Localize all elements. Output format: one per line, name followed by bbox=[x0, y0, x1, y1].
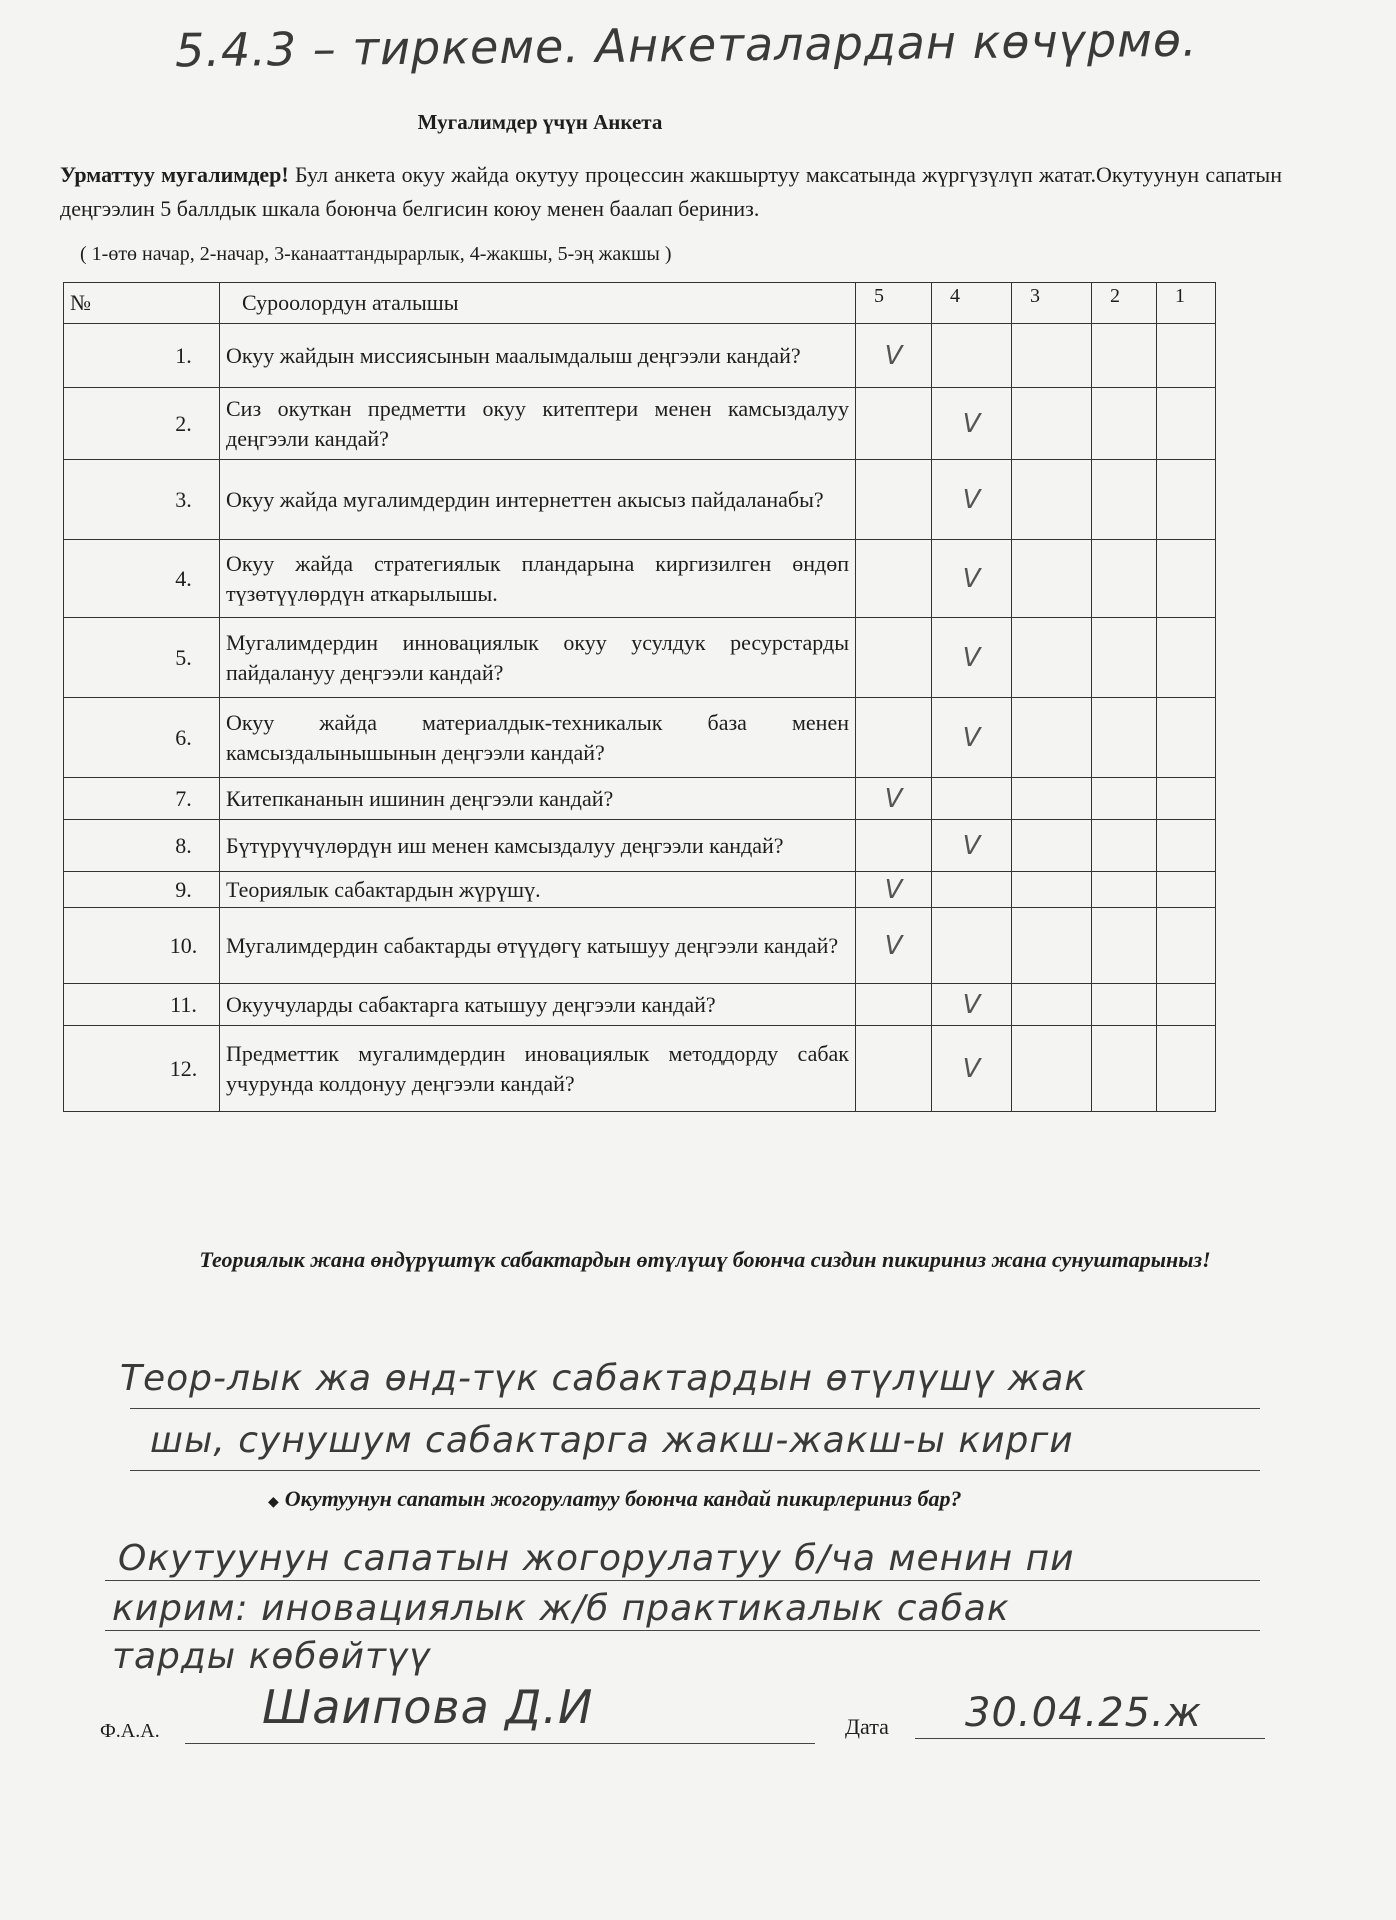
score-cell-5[interactable] bbox=[856, 908, 932, 984]
score-cell-1[interactable] bbox=[1157, 618, 1216, 698]
table-body bbox=[64, 324, 1216, 1112]
score-cell-4[interactable] bbox=[932, 388, 1012, 460]
score-cell-1[interactable] bbox=[1157, 820, 1216, 872]
intro-greeting: Урматтуу мугалимдер! bbox=[60, 162, 289, 187]
question-text: Мугалимдердин инновациялык окуу усулдук ресурстарды пайдалануу деңгээли кандай? bbox=[220, 618, 856, 698]
score-cell-5[interactable] bbox=[856, 388, 932, 460]
row-number: 9. bbox=[64, 872, 220, 908]
score-cell-3[interactable] bbox=[1012, 984, 1092, 1026]
table-row bbox=[64, 460, 1216, 540]
question-text: Мугалимдердин сабактарды өтүүдөгү катышуу деңгээли кандай? bbox=[220, 908, 856, 984]
score-cell-3[interactable] bbox=[1012, 778, 1092, 820]
bullet-icon: ◆ bbox=[268, 1495, 279, 1510]
date-value: 30.04.25.ж bbox=[965, 1690, 1202, 1736]
score-cell-5[interactable] bbox=[856, 984, 932, 1026]
table-row bbox=[64, 1026, 1216, 1112]
check-mark-icon: V bbox=[962, 484, 981, 515]
row-number: 10. bbox=[64, 908, 220, 984]
column-header-score-2: 2 bbox=[1092, 283, 1157, 324]
score-cell-4[interactable] bbox=[932, 908, 1012, 984]
quality-answer-line-1: Окутуунун сапатын жогорулатуу б/ча менин пи bbox=[118, 1538, 1075, 1579]
column-header-score-1: 1 bbox=[1157, 283, 1216, 324]
score-cell-2[interactable] bbox=[1092, 698, 1157, 778]
row-number: 3. bbox=[64, 460, 220, 540]
row-number: 8. bbox=[64, 820, 220, 872]
row-number: 4. bbox=[64, 540, 220, 618]
column-header-question: Суроолордун аталышы bbox=[220, 283, 856, 324]
score-cell-3[interactable] bbox=[1012, 324, 1092, 388]
score-cell-3[interactable] bbox=[1012, 460, 1092, 540]
signature: Шаипова Д.И bbox=[262, 1680, 594, 1734]
score-cell-5[interactable] bbox=[856, 540, 932, 618]
row-number: 2. bbox=[64, 388, 220, 460]
scale-legend: ( 1-өтө начар, 2-начар, 3-канааттандырарлык, 4-жакшы, 5-эң жакшы ) bbox=[80, 243, 672, 265]
comment-answer-line-2: шы, сунушум сабактарга жакш-жакш-ы кирги bbox=[150, 1420, 1074, 1461]
question-text: Окуу жайда мугалимдердин интернеттен акысыз пайдаланабы? bbox=[220, 460, 856, 540]
score-cell-4[interactable] bbox=[932, 872, 1012, 908]
score-cell-3[interactable] bbox=[1012, 540, 1092, 618]
question-text: Сиз окуткан предметти окуу китептери менен камсыздалуу деңгээли кандай? bbox=[220, 388, 856, 460]
table-row bbox=[64, 778, 1216, 820]
check-mark-icon: V bbox=[962, 408, 981, 439]
score-cell-5[interactable] bbox=[856, 324, 932, 388]
question-text: Предметтик мугалимдердин иновациялык методдорду сабак учурунда колдонуу деңгээли кандай? bbox=[220, 1026, 856, 1112]
score-cell-4[interactable] bbox=[932, 820, 1012, 872]
score-cell-1[interactable] bbox=[1157, 778, 1216, 820]
score-cell-2[interactable] bbox=[1092, 778, 1157, 820]
question-text: Окуучуларды сабактарга катышуу деңгээли кандай? bbox=[220, 984, 856, 1026]
score-cell-1[interactable] bbox=[1157, 908, 1216, 984]
score-cell-4[interactable] bbox=[932, 778, 1012, 820]
check-mark-icon: V bbox=[884, 340, 903, 371]
date-line bbox=[915, 1738, 1265, 1739]
score-cell-4[interactable] bbox=[932, 618, 1012, 698]
score-cell-5[interactable] bbox=[856, 698, 932, 778]
score-cell-3[interactable] bbox=[1012, 698, 1092, 778]
check-mark-icon: V bbox=[962, 642, 981, 673]
row-number: 6. bbox=[64, 698, 220, 778]
score-cell-4[interactable] bbox=[932, 698, 1012, 778]
check-mark-icon: V bbox=[962, 1053, 981, 1084]
score-cell-3[interactable] bbox=[1012, 872, 1092, 908]
score-cell-4[interactable] bbox=[932, 984, 1012, 1026]
question-text: Китепкананын ишинин деңгээли кандай? bbox=[220, 778, 856, 820]
score-cell-1[interactable] bbox=[1157, 460, 1216, 540]
signature-line bbox=[185, 1743, 815, 1744]
score-cell-4[interactable] bbox=[932, 540, 1012, 618]
table-row bbox=[64, 540, 1216, 618]
table-row bbox=[64, 872, 1216, 908]
score-cell-2[interactable] bbox=[1092, 388, 1157, 460]
intro-paragraph bbox=[60, 158, 1282, 226]
row-number: 11. bbox=[64, 984, 220, 1026]
score-cell-1[interactable] bbox=[1157, 1026, 1216, 1112]
intro-text: Бул анкета окуу жайда окутуу процессин жакшыртуу максатында жүргүзүлүп жатат.Окутуунун сапатын деңгээлин 5 баллдык шкала боюнча белгисин коюу менен баалап бериниз. bbox=[60, 162, 1282, 221]
score-cell-3[interactable] bbox=[1012, 908, 1092, 984]
score-cell-2[interactable] bbox=[1092, 460, 1157, 540]
date-label: Дата bbox=[845, 1714, 889, 1739]
table-row bbox=[64, 984, 1216, 1026]
comments-heading: Теориялык жана өндүрүштүк сабактардын өтүлүшү боюнча сиздин пикириниз жана сунуштарыныз! bbox=[199, 1247, 1211, 1272]
answer-line bbox=[105, 1630, 1260, 1631]
check-mark-icon: V bbox=[962, 989, 981, 1020]
quality-answer-line-2: кирим: иновациялык ж/б практикалык сабак bbox=[112, 1588, 1010, 1629]
question-text: Окуу жайда стратегиялык пландарына киргизилген өндөп түзөтүүлөрдүн аткарылышы. bbox=[220, 540, 856, 618]
score-cell-1[interactable] bbox=[1157, 698, 1216, 778]
question-text: Окуу жайда материалдык-техникалык база менен камсыздалынышынын деңгээли кандай? bbox=[220, 698, 856, 778]
score-cell-4[interactable] bbox=[932, 460, 1012, 540]
table-row bbox=[64, 324, 1216, 388]
answer-line bbox=[130, 1408, 1260, 1409]
score-cell-5[interactable] bbox=[856, 460, 932, 540]
score-cell-5[interactable] bbox=[856, 778, 932, 820]
score-cell-5[interactable] bbox=[856, 820, 932, 872]
score-cell-4[interactable] bbox=[932, 1026, 1012, 1112]
score-cell-3[interactable] bbox=[1012, 1026, 1092, 1112]
check-mark-icon: V bbox=[884, 783, 903, 814]
score-cell-3[interactable] bbox=[1012, 618, 1092, 698]
fio-label: Ф.А.А. bbox=[100, 1720, 160, 1742]
score-cell-2[interactable] bbox=[1092, 1026, 1157, 1112]
score-cell-2[interactable] bbox=[1092, 618, 1157, 698]
page-title: Мугалимдер үчүн Анкета bbox=[417, 110, 663, 134]
score-cell-3[interactable] bbox=[1012, 388, 1092, 460]
quality-heading-text: Окутуунун сапатын жогорулатуу боюнча кандай пикирлериниз бар? bbox=[284, 1486, 962, 1511]
column-header-score-3: 3 bbox=[1012, 283, 1092, 324]
table-row bbox=[64, 698, 1216, 778]
row-number: 12. bbox=[64, 1026, 220, 1112]
score-cell-5[interactable] bbox=[856, 618, 932, 698]
table-row bbox=[64, 908, 1216, 984]
score-cell-1[interactable] bbox=[1157, 984, 1216, 1026]
table-header-row bbox=[64, 283, 1216, 324]
score-cell-4[interactable] bbox=[932, 324, 1012, 388]
row-number: 7. bbox=[64, 778, 220, 820]
question-text: Бүтүрүүчүлөрдүн иш менен камсыздалуу деңгээли кандай? bbox=[220, 820, 856, 872]
score-cell-2[interactable] bbox=[1092, 820, 1157, 872]
table-row bbox=[64, 820, 1216, 872]
column-header-score-5: 5 bbox=[856, 283, 932, 324]
score-cell-1[interactable] bbox=[1157, 872, 1216, 908]
score-cell-2[interactable] bbox=[1092, 908, 1157, 984]
comment-answer-line-1: Теор-лык жа өнд-түк сабактардын өтүлүшү жак bbox=[120, 1358, 1088, 1399]
score-cell-5[interactable] bbox=[856, 872, 932, 908]
handwritten-attachment-note: 5.4.3 – тиркеме. Анкеталардан көчүрмө. bbox=[174, 12, 1198, 78]
row-number: 5. bbox=[64, 618, 220, 698]
quality-answer-line-3: тарды көбөйтүү bbox=[112, 1636, 432, 1677]
score-cell-5[interactable] bbox=[856, 1026, 932, 1112]
table-row bbox=[64, 388, 1216, 460]
score-cell-1[interactable] bbox=[1157, 324, 1216, 388]
check-mark-icon: V bbox=[884, 874, 903, 905]
score-cell-2[interactable] bbox=[1092, 872, 1157, 908]
check-mark-icon: V bbox=[962, 563, 981, 594]
answer-line bbox=[130, 1470, 1260, 1471]
question-text: Окуу жайдын миссиясынын маалымдалыш деңгээли кандай? bbox=[220, 324, 856, 388]
check-mark-icon: V bbox=[884, 930, 903, 961]
row-number: 1. bbox=[64, 324, 220, 388]
check-mark-icon: V bbox=[962, 722, 981, 753]
score-cell-1[interactable] bbox=[1157, 540, 1216, 618]
answer-line bbox=[105, 1580, 1260, 1581]
score-cell-3[interactable] bbox=[1012, 820, 1092, 872]
survey-table bbox=[63, 282, 1216, 1112]
check-mark-icon: V bbox=[962, 830, 981, 861]
question-text: Теориялык сабактардын жүрүшү. bbox=[220, 872, 856, 908]
quality-heading bbox=[268, 1486, 961, 1512]
score-cell-2[interactable] bbox=[1092, 540, 1157, 618]
score-cell-2[interactable] bbox=[1092, 324, 1157, 388]
column-header-number: № bbox=[64, 283, 220, 324]
score-cell-1[interactable] bbox=[1157, 388, 1216, 460]
table-row bbox=[64, 618, 1216, 698]
score-cell-2[interactable] bbox=[1092, 984, 1157, 1026]
column-header-score-4: 4 bbox=[932, 283, 1012, 324]
